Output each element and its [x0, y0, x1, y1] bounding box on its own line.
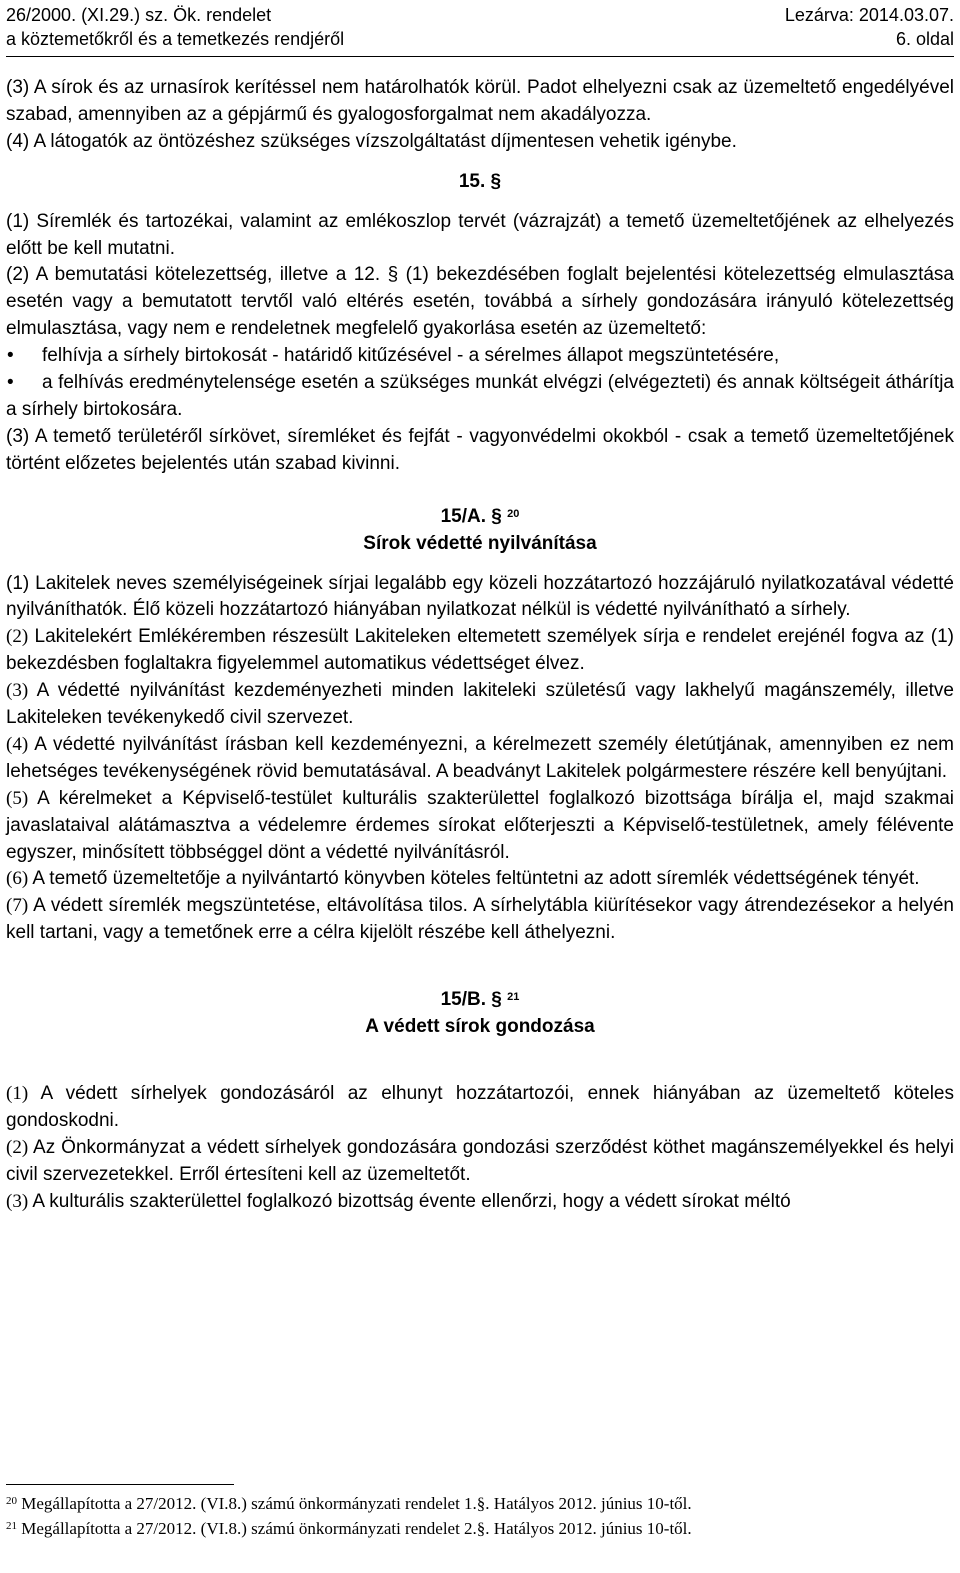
- paragraph-15b-3: [6, 1189, 954, 1216]
- document-body: [6, 57, 954, 1216]
- section-title-15a: Sírok védetté nyilvánítása: [363, 532, 597, 554]
- paragraph-number: (4): [6, 733, 29, 755]
- paragraph-text: A védetté nyilvánítást írásban kell kezdeményezni, a kérelmezett személy életútjának, amennyiben ez nem lehetséges tevékenységének rövid bemutatásával. A beadványt Lakitelek polgármestere részére kell benyújtani.: [6, 733, 954, 782]
- paragraph-text: A védetté nyilvánítást kezdeményezheti minden lakiteleki születésű vagy lakhelyű magánszemély, illetve Lakiteleken tevékenykedő civil szervezet.: [6, 680, 954, 729]
- bullet-icon: •: [7, 372, 14, 394]
- paragraph-number: (2): [6, 1136, 29, 1158]
- footnote-ref: 20: [507, 507, 520, 520]
- paragraph-text: A kérelmeket a Képviselő-testület kulturális szakterülettel foglalkozó bizottsága bírálja el, majd szakmai javaslataival alátámasztva a védelemre érdemes sírokat előterjeszti a Képviselő-testületnek, amely félévente egyszer, minősített többséggel dönt a védetté nyilvánításról.: [6, 787, 954, 863]
- header-decree-title: 26/2000. (XI.29.) sz. Ök. rendelet: [6, 5, 272, 25]
- paragraph-text: Az Önkormányzat a védett sírhelyek gondozására gondozási szerződést köthet magánszemélyekkel és helyi civil szervezetekkel. Erről értesíteni kell az üzemeltetőt.: [6, 1136, 954, 1185]
- document-page: [6, 0, 954, 1538]
- footnote: [6, 1491, 954, 1516]
- paragraph-text: A védett síremlék megszüntetése, eltávolítása tilos. A sírhelytábla kiürítésekor vagy átrendezésekor a helyén kell tartani, vagy a temetőnek erre a célra kijelölt részébe kell áthelyezni.: [6, 895, 954, 944]
- paragraph-14-4: (4) A látogatók az öntözéshez szükséges vízszolgáltatást díjmentesen vehetik igénybe.: [6, 130, 737, 152]
- paragraph-15-1: (1) Síremlék és tartozékai, valamint az emlékoszlop tervét (vázrajzát) a temető üzemeltetőjének az elhelyezés előtt be kell mutatni.: [6, 210, 954, 259]
- paragraph-number: (1): [6, 1083, 29, 1104]
- footnotes: [6, 1484, 954, 1541]
- header-decree-subject: a köztemetőkről és a temetkezés rendjéről: [6, 29, 345, 49]
- header-page-number: 6. oldal: [895, 29, 954, 49]
- bullet-text: a felhívás eredménytelensége esetén a szükséges munkát elvégzi (elvégezteti) és annak költségeit áthárítja a sírhely birtokosára.: [6, 372, 954, 420]
- footnote-text: Megállapította a 27/2012. (VI.8.) számú önkormányzati rendelet 2.§. Hatályos 2012. június 10-től.: [17, 1519, 692, 1538]
- paragraph-number: (2): [6, 626, 29, 648]
- footnote-number: 20: [6, 1495, 17, 1507]
- section-heading-15: 15. §: [458, 170, 502, 192]
- paragraph-15-3: (3) A temető területéről sírkövet, síremléket és fejfát - vagyonvédelmi okokból - csak a temető üzemeltetőjének történt előzetes bejelentés után szabad kivinni.: [6, 425, 954, 474]
- paragraph-number: (6): [6, 868, 29, 890]
- paragraph-number: (3): [6, 1190, 29, 1212]
- paragraph-15-2: (2) A bemutatási kötelezettség, illetve a 12. § (1) bekezdésében foglalt bejelentési kötelezettség elmulasztása esetén vagy a bemutatott tervtől való eltérés esetén, továbbá a sírhely gondozására irányuló kötelezettség elmulasztása, vagy nem e rendeletnek megfelelő gyakorlása esetén az üzemeltető:: [6, 264, 954, 340]
- paragraph-15a-1: (1) Lakitelek neves személyiségeinek sírjai legalább egy közeli hozzátartozó hozzájáruló nyilatkozatával védetté nyilváníthatók. Élő közeli hozzátartozó hiányában nyilatkozat nélkül is védetté nyilvánítható a sírhely.: [6, 572, 954, 621]
- paragraph-15a-6: [6, 866, 954, 893]
- header-closed-date: Lezárva: 2014.03.07.: [784, 5, 954, 25]
- section-number: 15/A. §: [440, 505, 502, 527]
- section-heading-15a: [6, 504, 954, 531]
- paragraph-number: (5): [6, 787, 29, 809]
- paragraph-number: (7): [6, 895, 29, 917]
- paragraph-15a-7: [6, 893, 954, 947]
- paragraph-14-3: (3) A sírok és az urnasírok kerítéssel nem határolhatók körül. Padot elhelyezni csak az üzemeltető engedélyével szabad, amennyiben az a gépjármű és gyalogosforgalmat nem akadályozza.: [6, 77, 954, 125]
- bullet-text: felhívja a sírhely birtokosát - határidő kitűzésével - a sérelmes állapot megszüntetésére,: [42, 345, 780, 367]
- page-header: [6, 0, 954, 57]
- paragraph-text: A védett sírhelyek gondozásáról az elhunyt hozzátartozói, ennek hiányában az üzemeltető köteles gondoskodni.: [6, 1083, 954, 1131]
- footnote-divider: [6, 1484, 234, 1485]
- footnote: [6, 1516, 954, 1541]
- paragraph-15a-5: [6, 786, 954, 867]
- footnote-text: Megállapította a 27/2012. (VI.8.) számú önkormányzati rendelet 1.§. Hatályos 2012. június 10-től.: [17, 1494, 692, 1513]
- footnote-ref: 21: [507, 991, 520, 1004]
- paragraph-15a-4: [6, 732, 954, 786]
- section-number: 15/B. §: [440, 989, 502, 1011]
- paragraph-text: Lakitelekért Emlékéremben részesült Lakiteleken eltemetett személyek sírja e rendelet erejénél fogva az (1) bekezdésben foglaltakra figyelemmel automatikus védettséget élvez.: [6, 626, 954, 675]
- list-item: [6, 370, 954, 424]
- list-item: [6, 343, 954, 370]
- paragraph-15b-1: [6, 1081, 954, 1135]
- paragraph-15b-2: [6, 1135, 954, 1189]
- bullet-icon: •: [7, 345, 14, 367]
- paragraph-text: A kulturális szakterülettel foglalkozó bizottság évente ellenőrzi, hogy a védett sírokat méltó: [28, 1190, 791, 1212]
- paragraph-15a-3: [6, 678, 954, 732]
- paragraph-15a-2: [6, 624, 954, 678]
- footnote-number: 21: [6, 1520, 17, 1532]
- paragraph-text: A temető üzemeltetője a nyilvántartó könyvben köteles feltüntetni az adott síremlék védettségének tényét.: [28, 868, 920, 890]
- paragraph-number: (3): [6, 680, 29, 702]
- section-heading-15b: [6, 987, 954, 1014]
- section-title-15b: A védett sírok gondozása: [365, 1016, 595, 1038]
